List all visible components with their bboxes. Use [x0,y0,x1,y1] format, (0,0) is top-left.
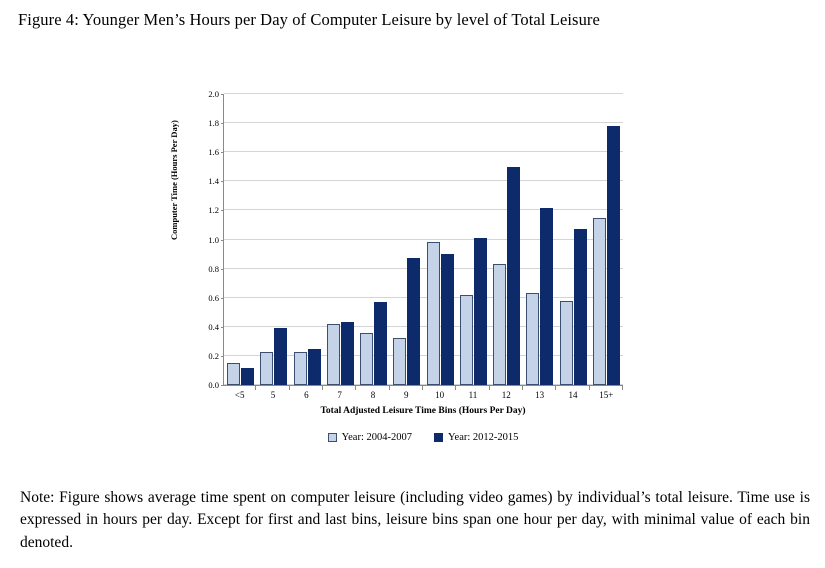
legend-item [328,432,412,443]
bar [227,363,240,385]
bar [308,349,321,385]
legend-label: Year: 2012-2015 [448,432,519,443]
bar [241,368,254,385]
x-axis-tick-label: 14 [568,390,578,400]
bar [274,328,287,385]
bar [374,302,387,385]
x-axis-tick-label: 12 [501,390,511,400]
bar [341,322,354,385]
x-axis-tick-label: 10 [435,390,445,400]
x-axis-tick-label: 6 [304,390,309,400]
bar [474,238,487,385]
bar [393,338,406,385]
y-axis-tick-label: 2.0 [208,89,219,99]
bar [427,242,440,385]
y-axis-tick-label: 0.6 [208,292,219,303]
y-axis-tick-label: 0.4 [208,321,219,332]
bar [407,258,420,385]
x-axis-tick-labels [223,390,623,400]
y-axis-tick-label: 0.8 [208,263,219,274]
x-axis-tick-label: <5 [234,390,245,400]
chart [169,80,650,450]
x-axis-tick-label: 11 [468,390,478,400]
x-axis-title: Total Adjusted Leisure Time Bins (Hours Per Day) [320,406,526,416]
bar [560,301,573,385]
figure-note: Note: Figure shows average time spent on computer leisure (including video games) by individual’s total leisure. Time use is expressed in hours per day. Except for first and last bins, leisure bins span one hour per day, with minimal value of each bin denoted. [20,489,810,551]
bar [540,208,553,386]
bar-group [523,94,556,385]
bar [327,324,340,385]
bar [294,352,307,385]
bar-group [357,94,390,385]
bar [260,352,273,385]
bar-group [590,94,623,385]
bar-group [257,94,290,385]
bar-group [457,94,490,385]
x-axis-tick-label: 13 [535,390,545,400]
bar-groups [224,94,623,385]
x-axis-tick-label: 9 [404,390,409,400]
bar [441,254,454,385]
legend-swatch [328,433,337,442]
legend-label: Year: 2004-2007 [341,432,412,443]
x-axis-tick-label: 8 [370,390,376,400]
bar [360,333,373,385]
bar-group [490,94,523,385]
plot-area [208,89,623,390]
bar-group [224,94,257,385]
y-axis-tick-label: 0.2 [208,350,219,361]
x-axis-tick-label: 5 [270,390,276,400]
y-axis-tick-label: 1.0 [208,234,219,245]
chart-legend [223,432,623,443]
bar-group [390,94,423,385]
bar-group [424,94,457,385]
legend-item [434,432,518,443]
bar [607,126,620,385]
legend-swatch [434,433,443,442]
bar-group [291,94,324,385]
bar [460,295,473,385]
y-axis-tick-label: 0.0 [208,380,219,390]
bar [593,218,606,385]
figure-title: Figure 4: Younger Men’s Hours per Day of Computer Leisure by level of Total Leisure [18,10,600,29]
bar [493,264,506,385]
y-axis-tick-label: 1.4 [208,176,219,187]
y-axis-tick-label: 1.2 [208,205,219,216]
bar [507,167,520,385]
y-axis-tick-label: 1.8 [208,118,219,129]
bar [574,229,587,385]
bar [526,293,539,385]
x-axis-tick-label: 7 [337,390,342,400]
bar-group [557,94,590,385]
y-axis-title: Computer Time (Hours Per Day) [169,120,179,240]
y-axis-tick-label: 1.6 [208,147,219,158]
x-axis-tick-label: 15+ [599,390,614,400]
bar-group [324,94,357,385]
